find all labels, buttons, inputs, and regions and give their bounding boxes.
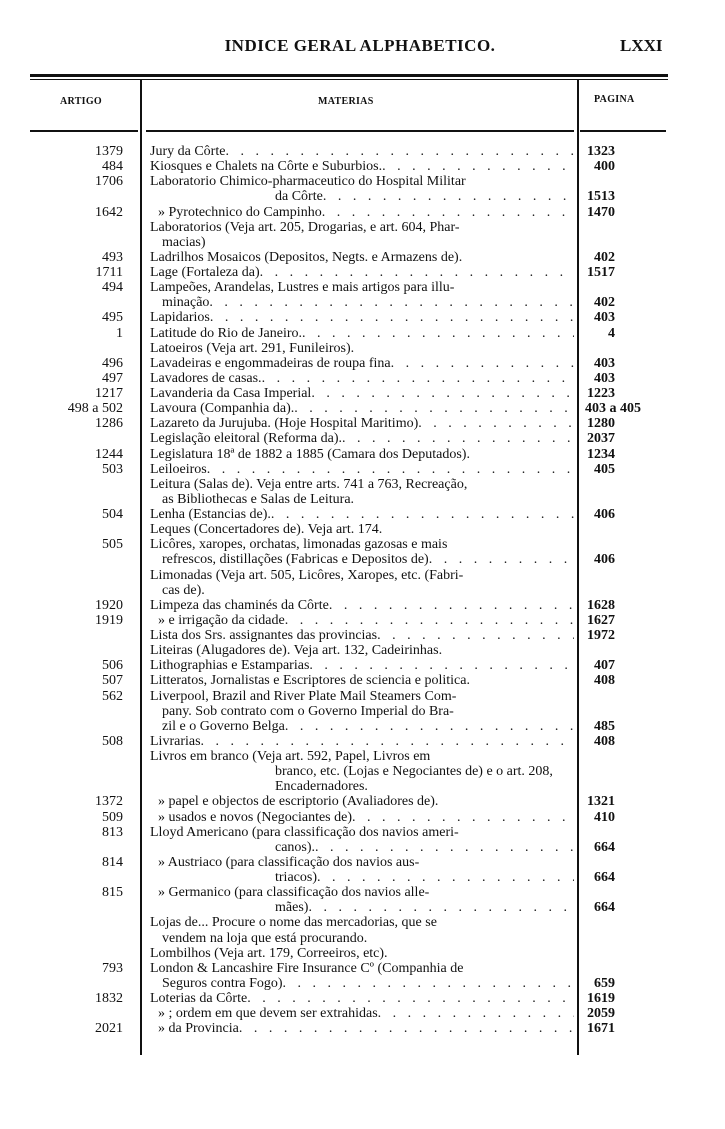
index-line (0, 189, 725, 204)
materia-label: zil e o Governo Belga (162, 718, 285, 734)
materia-text (150, 568, 574, 583)
materia-label: pany. Sob contrato com o Governo Imperial do Bra- (162, 703, 454, 719)
pagina-number: 1627 (587, 612, 615, 628)
materia-text (162, 931, 574, 946)
dot-leader (311, 386, 574, 401)
materia-label: Lavadeiras e engommadeiras de roupa fina (150, 355, 391, 371)
pagina-number: 659 (594, 975, 615, 991)
materia-label: cas de). (162, 582, 205, 598)
dot-leader (285, 613, 574, 628)
materia-text (158, 855, 574, 870)
materia-label: Lombilhos (Veja art. 179, Correeiros, etc). (150, 945, 388, 961)
materia-text (150, 628, 574, 643)
pagina-number: 2059 (587, 1006, 615, 1022)
index-line (0, 522, 725, 537)
index-line (0, 250, 725, 265)
artigo-number: 508 (102, 733, 123, 749)
materia-label: Lampeões, Arandelas, Lustres e mais artigos para illu- (150, 280, 455, 296)
materia-label: triacos) (275, 870, 317, 885)
pagina-number: 1321 (587, 794, 615, 810)
materia-text (150, 825, 574, 840)
index-line (0, 764, 725, 779)
materia-text (150, 734, 574, 749)
artigo-number: 505 (102, 537, 123, 553)
pagina-number: 1628 (587, 597, 615, 613)
index-line (0, 326, 725, 341)
materia-text (150, 522, 574, 537)
pagina-number: 1517 (587, 265, 615, 280)
page-number: LXXI (620, 36, 663, 55)
materia-text (162, 583, 574, 598)
pagina-number: 403 (594, 370, 615, 386)
index-line (0, 598, 725, 613)
index-line (0, 628, 725, 643)
pagina-number: 485 (594, 718, 615, 734)
pagina-number: 405 (594, 461, 615, 477)
artigo-number: 1920 (95, 597, 123, 613)
dot-leader (239, 1021, 574, 1036)
index-line (0, 386, 725, 401)
materia-label: refrescos, distillações (Fabricas e Depositos de) (162, 552, 429, 568)
dot-leader (294, 401, 574, 416)
materia-text (150, 643, 574, 658)
index-line (0, 779, 725, 794)
index-line (0, 915, 725, 930)
dot-leader (302, 326, 574, 341)
materia-label: Laboratorios (Veja art. 205, Drogarias, e art. 604, Phar- (150, 219, 460, 235)
page-title: INDICE GERAL ALPHABETICO. (224, 36, 496, 55)
materia-label: Latitude do Rio de Janeiro. (150, 325, 303, 341)
dot-leader (382, 159, 574, 174)
artigo-number: 1642 (95, 204, 123, 220)
index-line (0, 431, 725, 446)
pagina-number: 1280 (587, 416, 615, 432)
artigo-number: 506 (102, 658, 123, 674)
index-line (0, 810, 725, 825)
materia-text (150, 356, 574, 371)
materia-text (275, 870, 574, 885)
index-line (0, 583, 725, 598)
index-line (0, 416, 725, 431)
index-line (0, 462, 725, 477)
dot-leader (271, 507, 574, 522)
dot-leader (429, 552, 574, 567)
materia-label: mães) (275, 900, 309, 916)
materia-text (275, 840, 574, 855)
pagina-number: 408 (594, 733, 615, 749)
artigo-number: 562 (102, 688, 123, 704)
materia-text (158, 885, 574, 900)
materia-label: » Pyrotechnico do Campinho (158, 204, 322, 220)
artigo-number: 498 a 502 (67, 401, 123, 417)
materia-label: » ; ordem em que devem ser extrahidas (158, 1006, 378, 1022)
artigo-number: 509 (102, 809, 123, 825)
dot-leader (262, 371, 574, 386)
materia-label: Legislatura 18ª de 1882 a 1885 (Camara dos Deputados). (150, 446, 470, 462)
dot-leader (329, 598, 574, 613)
pagina-number: 1619 (587, 991, 615, 1006)
materia-text (162, 552, 574, 567)
artigo-number: 1217 (95, 386, 123, 401)
materia-label: branco, etc. (Lojas e Negociantes de) e o art. 208, (275, 764, 553, 780)
index-line (0, 552, 725, 567)
materia-text (150, 371, 574, 386)
materia-text (150, 673, 574, 688)
dot-leader (285, 719, 574, 734)
materia-label: Loterias da Côrte (150, 991, 248, 1006)
materia-text (275, 900, 574, 915)
artigo-number: 507 (102, 673, 123, 689)
artigo-number: 503 (102, 461, 123, 477)
materia-label: Liteiras (Alugadores de). Veja art. 132, Cadeirinhas. (150, 643, 443, 659)
artigo-number: 1832 (95, 991, 123, 1006)
pagina-number: 408 (594, 673, 615, 689)
materia-label: da Côrte (275, 189, 323, 205)
materia-label: Lavanderia da Casa Imperial (150, 386, 312, 401)
pagina-number: 4 (608, 325, 615, 341)
materia-label: Licôres, xaropes, orchatas, limonadas gazosas e mais (150, 537, 448, 553)
dot-leader (391, 356, 574, 371)
materia-text (158, 810, 574, 825)
materia-label: » papel e objectos de escriptorio (Avaliadores de). (158, 794, 439, 810)
artigo-number: 495 (102, 310, 123, 326)
dot-leader (317, 870, 574, 885)
header-underline-pagina (580, 130, 666, 132)
materia-label: Lloyd Americano (para classificação dos navios ameri- (150, 824, 459, 840)
pagina-number: 406 (594, 552, 615, 568)
materia-label: vendem na loja que está procurando. (162, 930, 368, 946)
materia-text (275, 764, 574, 779)
materia-label: Leques (Concertadores de). Veja art. 174. (150, 522, 383, 538)
materia-label: as Bibliothecas e Salas de Leitura. (162, 491, 355, 507)
index-line (0, 341, 725, 356)
dot-leader (352, 810, 574, 825)
artigo-number: 497 (102, 370, 123, 386)
dot-leader (209, 295, 574, 310)
pagina-number: 410 (594, 809, 615, 825)
index-line (0, 371, 725, 386)
dot-leader (207, 462, 574, 477)
pagina-number: 1223 (587, 386, 615, 401)
materia-text (150, 658, 574, 673)
index-line (0, 794, 725, 809)
pagina-number: 400 (594, 159, 615, 175)
index-line (0, 235, 725, 250)
index-line (0, 658, 725, 673)
index-line (0, 931, 725, 946)
index-line (0, 673, 725, 688)
artigo-number: 494 (102, 280, 123, 296)
index-line (0, 265, 725, 280)
materia-text (150, 537, 574, 552)
materia-text (150, 265, 574, 280)
index-line (0, 220, 725, 235)
index-line (0, 946, 725, 961)
artigo-number: 1919 (95, 612, 123, 628)
index-line (0, 643, 725, 658)
materia-label: London & Lancashire Fire Insurance Cº (Companhia de (150, 960, 464, 976)
header-underline-materias (146, 130, 574, 132)
materia-label: Laboratorio Chimico-pharmaceutico do Hospital Militar (150, 174, 466, 190)
pagina-number: 403 (594, 310, 615, 326)
dot-leader (308, 900, 574, 915)
header-underline-artigo (30, 130, 138, 132)
column-header-artigo: ARTIGO (60, 96, 103, 107)
artigo-number: 2021 (95, 1021, 123, 1037)
index-line (0, 900, 725, 915)
materia-label: Latoeiros (Veja art. 291, Funileiros). (150, 340, 355, 356)
artigo-number: 1372 (95, 794, 123, 810)
materia-text (150, 341, 574, 356)
index-line (0, 507, 725, 522)
materia-text (150, 250, 574, 265)
artigo-number: 484 (102, 159, 123, 175)
materia-label: Limonadas (Veja art. 505, Licôres, Xaropes, etc. (Fabri- (150, 567, 464, 583)
index-line (0, 310, 725, 325)
artigo-number: 1 (116, 325, 123, 341)
materia-text (150, 477, 574, 492)
dot-leader (260, 265, 574, 280)
dot-leader (323, 189, 574, 204)
pagina-number: 402 (594, 295, 615, 311)
index-line (0, 159, 725, 174)
index-line (0, 492, 725, 507)
index-line (0, 1006, 725, 1021)
dot-leader (377, 628, 574, 643)
materia-text (150, 416, 574, 431)
index-line (0, 356, 725, 371)
materia-text (162, 295, 574, 310)
dot-leader (283, 976, 574, 991)
artigo-number: 1286 (95, 416, 123, 432)
index-line (0, 477, 725, 492)
pagina-number: 403 (594, 355, 615, 371)
artigo-number: 1706 (95, 174, 123, 190)
materia-text (150, 462, 574, 477)
artigo-number: 813 (102, 824, 123, 840)
materia-label: Lithographias e Estamparias (150, 658, 310, 674)
materia-text (158, 1021, 574, 1036)
materia-text (150, 310, 574, 325)
index-line (0, 961, 725, 976)
materia-label: Lojas de... Procure o nome das mercadorias, que se (150, 915, 437, 931)
materia-text (150, 946, 574, 961)
materia-label: Lavoura (Companhia da). (150, 401, 295, 417)
column-header-pagina: PAGINA (594, 94, 635, 105)
materia-label: Limpeza das chaminés da Côrte (150, 597, 329, 613)
materia-text (150, 598, 574, 613)
materia-label: Lenha (Estancias de). (150, 507, 271, 522)
materia-label: Leiloeiros (150, 461, 207, 477)
materia-label: » usados e novos (Negociantes de) (158, 809, 353, 825)
materia-label: minação (162, 295, 210, 311)
materia-label: » Germanico (para classificação dos navios alle- (158, 885, 430, 901)
pagina-number: 1972 (587, 628, 615, 643)
pagina-number: 407 (594, 658, 615, 674)
materia-text (150, 144, 574, 159)
materia-label: macias) (162, 234, 206, 250)
materia-label: » e irrigação da cidade (158, 612, 285, 628)
index-line (0, 825, 725, 840)
artigo-number: 493 (102, 249, 123, 265)
materia-text (275, 779, 574, 794)
materia-label: Lavadores de casas. (150, 370, 262, 386)
pagina-number: 1323 (587, 144, 615, 159)
index-line (0, 976, 725, 991)
materia-text (162, 976, 574, 991)
index-line (0, 689, 725, 704)
materia-text (150, 280, 574, 295)
index-line (0, 704, 725, 719)
index-line (0, 613, 725, 628)
index-line (0, 734, 725, 749)
materia-text (150, 507, 574, 522)
materia-label: » Austriaco (para classificação dos navios aus- (158, 854, 420, 870)
materia-text (275, 189, 574, 204)
index-line (0, 885, 725, 900)
index-line (0, 1021, 725, 1036)
artigo-number: 496 (102, 355, 123, 371)
materia-label: Legislação eleitoral (Reforma da). (150, 431, 343, 447)
index-table (0, 144, 725, 1036)
artigo-number: 815 (102, 885, 123, 901)
dot-leader (225, 144, 574, 159)
materia-text (150, 386, 574, 401)
materia-text (162, 719, 574, 734)
materia-text (150, 159, 574, 174)
artigo-number: 1711 (95, 265, 123, 280)
materia-label: Litteratos, Jornalistas e Escriptores de sciencia e politica. (150, 673, 470, 689)
dot-leader (315, 840, 574, 855)
dot-leader (210, 310, 574, 325)
index-line (0, 447, 725, 462)
materia-label: Leitura (Salas de). Veja entre arts. 741 a 763, Recreação, (150, 476, 468, 492)
pagina-number: 1671 (587, 1021, 615, 1037)
dot-leader (418, 416, 574, 431)
index-line (0, 537, 725, 552)
index-line (0, 144, 725, 159)
materia-label: canos). (275, 839, 316, 855)
pagina-number: 1234 (587, 446, 615, 462)
materia-text (150, 961, 574, 976)
pagina-number: 1470 (587, 204, 615, 220)
materia-text (150, 431, 574, 446)
materia-label: » da Provincia (158, 1021, 239, 1037)
materia-text (150, 220, 574, 235)
materia-text (150, 326, 574, 341)
index-line (0, 749, 725, 764)
pagina-number: 664 (594, 870, 615, 885)
materia-label: Jury da Côrte (150, 144, 226, 159)
materia-label: Lista dos Srs. assignantes das provincias (150, 628, 378, 643)
index-line (0, 855, 725, 870)
index-line (0, 295, 725, 310)
materia-text (162, 492, 574, 507)
dot-leader (309, 658, 574, 673)
pagina-number: 664 (594, 839, 615, 855)
materia-label: Livrarias (150, 733, 201, 749)
index-line (0, 205, 725, 220)
materia-text (150, 401, 574, 416)
materia-label: Seguros contra Fogo) (162, 975, 283, 991)
index-line (0, 870, 725, 885)
materia-text (150, 991, 574, 1006)
header-rule-thin (30, 79, 668, 80)
materia-text (150, 174, 574, 189)
materia-text (162, 235, 574, 250)
index-line (0, 174, 725, 189)
materia-text (150, 689, 574, 704)
artigo-number: 1244 (95, 446, 123, 462)
dot-leader (201, 734, 574, 749)
pagina-number: 403 a 405 (585, 401, 641, 417)
pagina-number: 406 (594, 507, 615, 522)
materia-label: Lapidarios (150, 310, 210, 326)
index-line (0, 840, 725, 855)
materia-label: Kiosques e Chalets na Côrte e Suburbios. (150, 159, 383, 175)
index-line (0, 280, 725, 295)
materia-text (158, 613, 574, 628)
artigo-number: 504 (102, 507, 123, 522)
materia-label: Lage (Fortaleza da) (150, 265, 260, 280)
materia-label: Livros em branco (Veja art. 592, Papel, Livros em (150, 749, 431, 764)
materia-text (150, 447, 574, 462)
pagina-number: 2037 (587, 431, 615, 447)
materia-text (162, 704, 574, 719)
pagina-number: 664 (594, 900, 615, 916)
header-rule (30, 74, 668, 77)
materia-label: Liverpool, Brazil and River Plate Mail Steamers Com- (150, 688, 457, 704)
materia-label: Ladrilhos Mosaicos (Depositos, Negts. e Armazens de). (150, 249, 463, 265)
materia-label: Lazareto da Jurujuba. (Hoje Hospital Maritimo) (150, 416, 419, 432)
pagina-number: 1513 (587, 189, 615, 205)
dot-leader (342, 431, 574, 446)
index-line (0, 568, 725, 583)
materia-text (150, 749, 574, 764)
materia-text (150, 915, 574, 930)
materia-text (158, 794, 574, 809)
materia-text (158, 205, 574, 220)
dot-leader (322, 205, 574, 220)
materia-text (158, 1006, 574, 1021)
column-header-materias: MATERIAS (318, 96, 374, 107)
artigo-number: 1379 (95, 144, 123, 159)
index-line (0, 401, 725, 416)
index-line (0, 719, 725, 734)
pagina-number: 402 (594, 249, 615, 265)
materia-label: Encadernadores. (275, 779, 368, 795)
artigo-number: 793 (102, 960, 123, 976)
index-line (0, 991, 725, 1006)
artigo-number: 814 (102, 854, 123, 870)
dot-leader (378, 1006, 574, 1021)
dot-leader (247, 991, 574, 1006)
